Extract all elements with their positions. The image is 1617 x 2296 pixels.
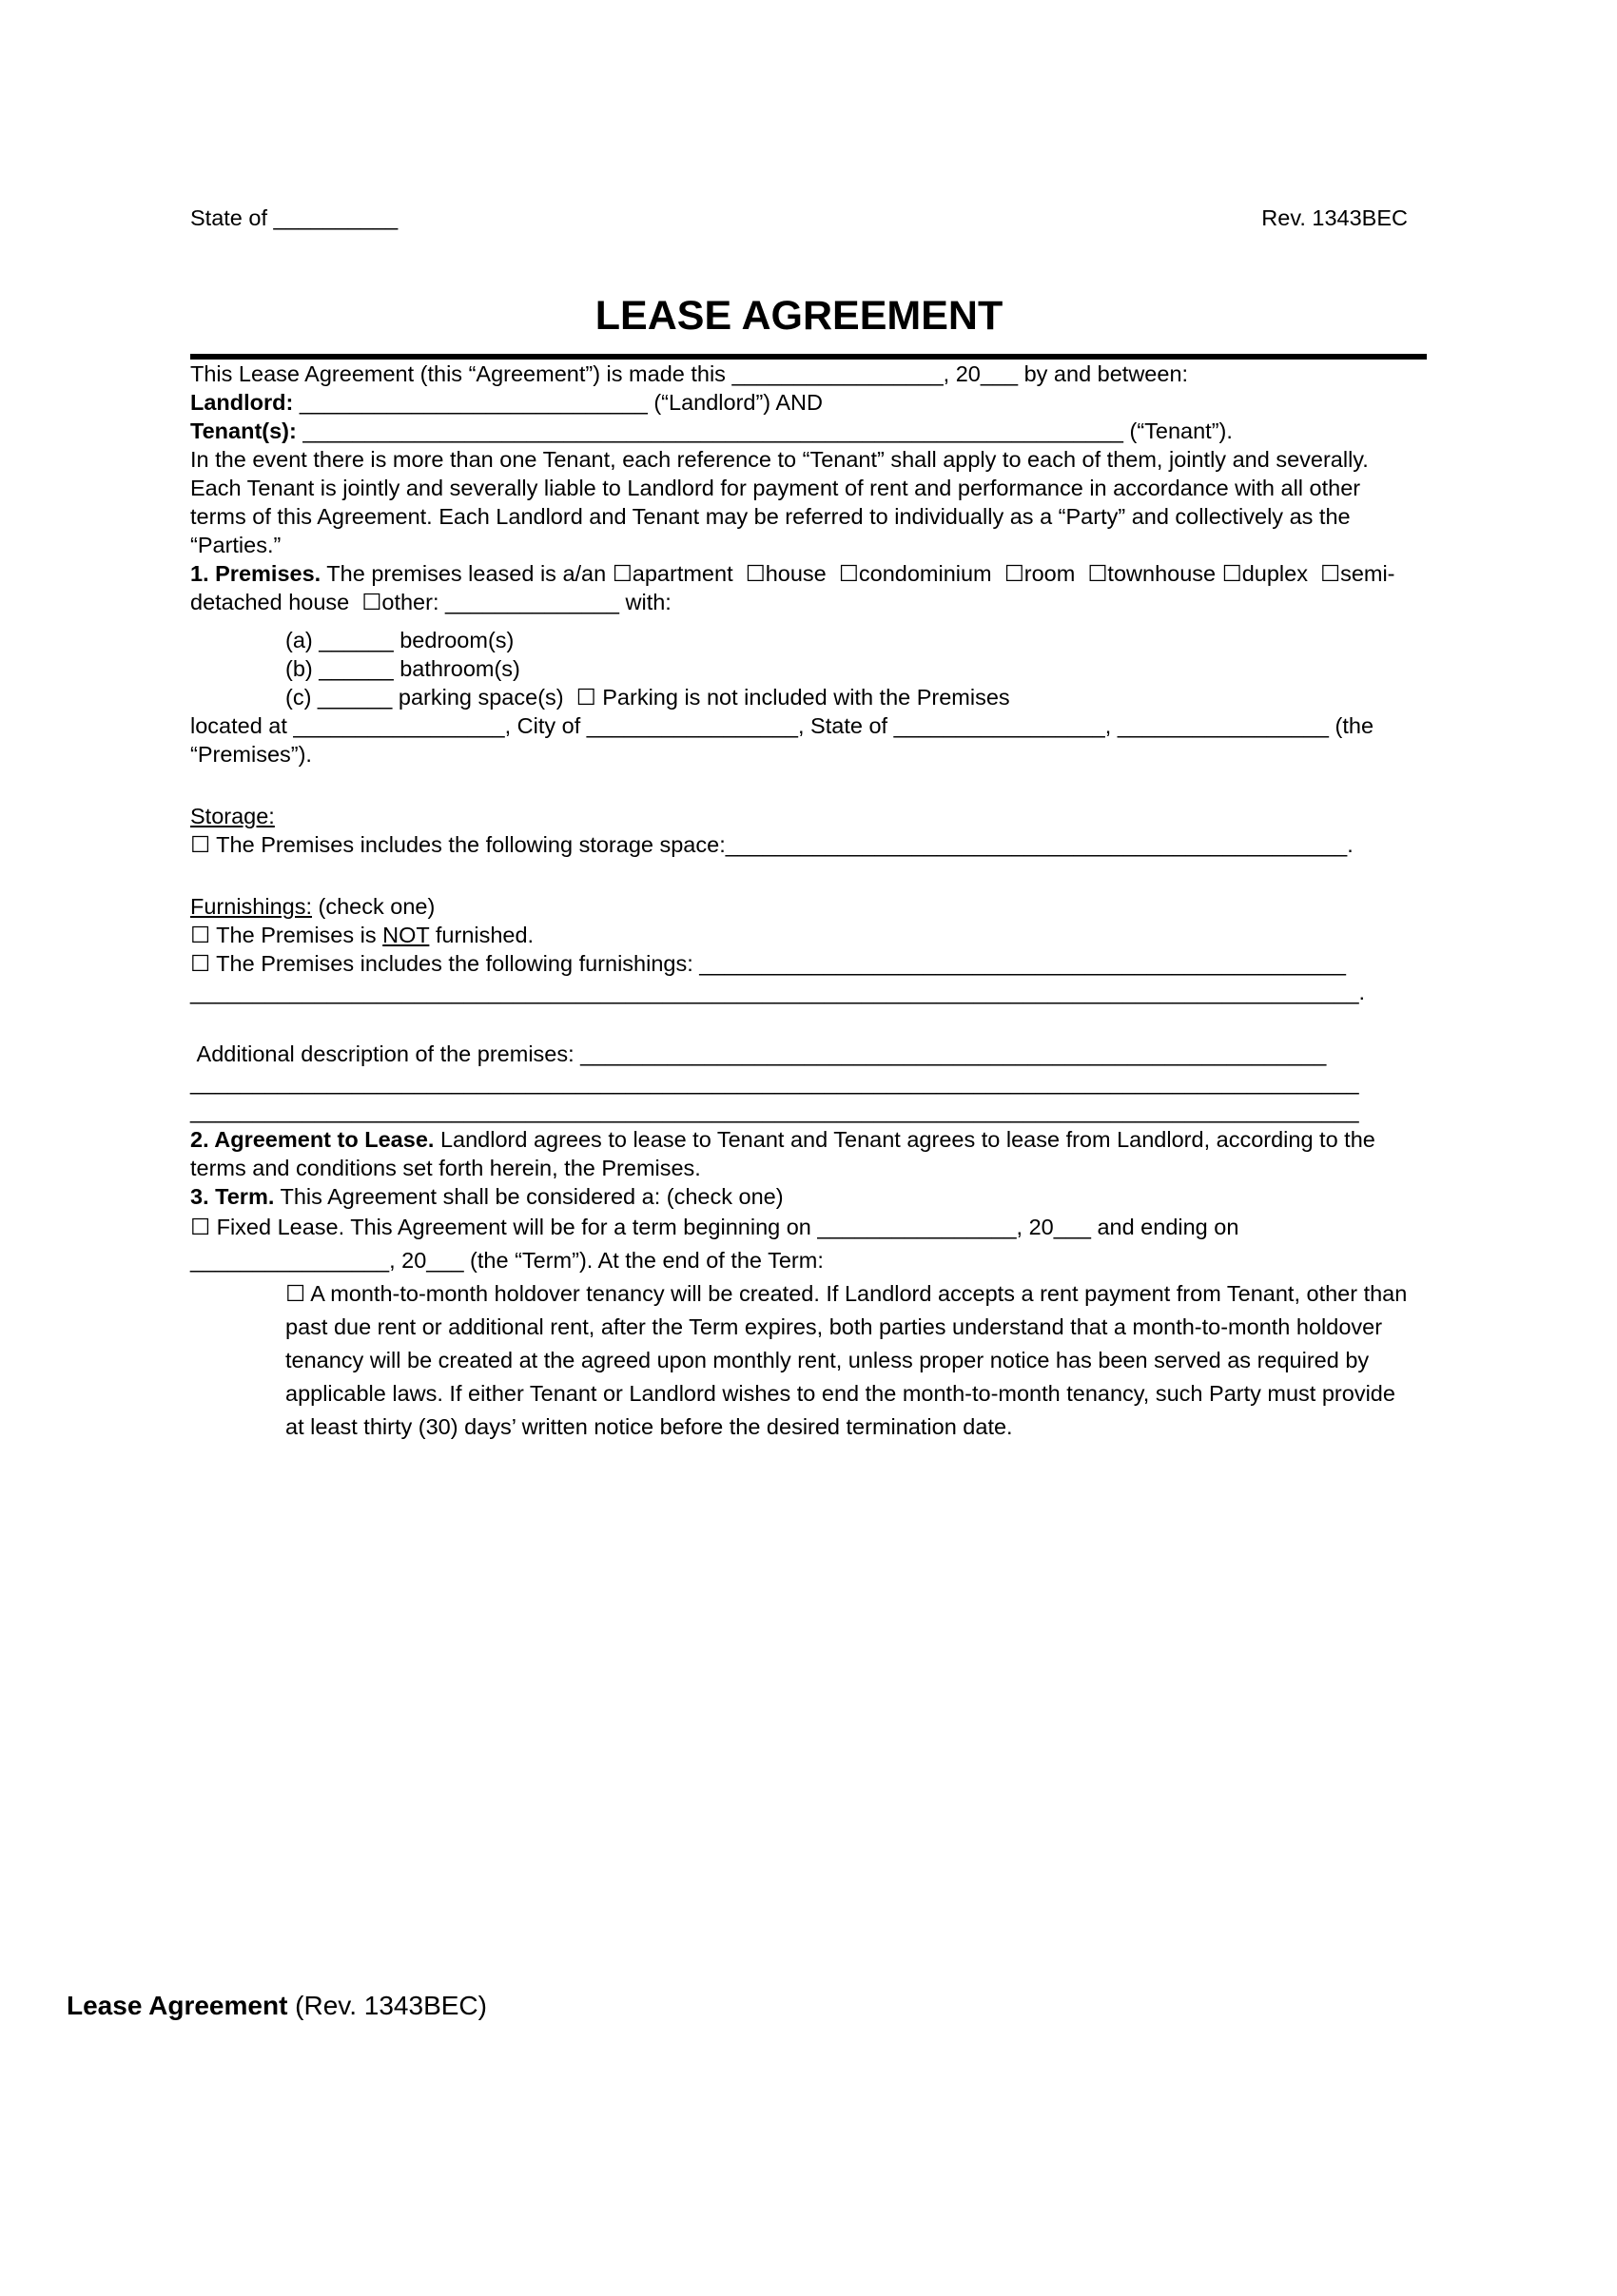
located-at-line: located at _________________, City of _________________, State of _________________, _________________ (the “Premises”). xyxy=(190,713,1380,767)
tenant-value: __________________________________________________________________ (“Tenant”). xyxy=(296,418,1233,443)
additional-description-line1: Additional description of the premises: ____________________________________________________________ xyxy=(190,1041,1327,1066)
section-1-text: The premises leased is a/an ☐apartment ☐house ☐condominium ☐room ☐townhouse ☐duplex ☐semi-detached house ☐other: ______________ with: xyxy=(190,561,1395,614)
storage-checkbox-line: ☐ The Premises includes the following storage space:__________________________________________________. xyxy=(190,832,1354,857)
furnishings-heading: Furnishings: (check one) xyxy=(190,894,436,919)
section-1-heading: 1. Premises. xyxy=(190,561,321,586)
header-revision: Rev. 1343BEC xyxy=(1261,205,1408,230)
landlord-value: ____________________________ (“Landlord”) AND xyxy=(293,390,823,415)
additional-description-block xyxy=(190,1040,1408,1125)
additional-description-line3: ______________________________________________________________________________________________ xyxy=(190,1099,1359,1123)
premises-item-a: (a) ______ bedroom(s) xyxy=(285,628,515,652)
section-3-text: This Agreement shall be considered a: (check one) xyxy=(274,1184,784,1209)
not-furnished-checkbox-line: ☐ The Premises is NOT furnished. xyxy=(190,923,535,947)
landlord-label: Landlord: xyxy=(190,390,294,415)
tenant-line xyxy=(190,417,1408,445)
premises-item-c: (c) ______ parking space(s) ☐ Parking is not included with the Premises xyxy=(285,685,1010,710)
section-2-heading: 2. Agreement to Lease. xyxy=(190,1127,435,1152)
section-2-agreement-to-lease xyxy=(190,1125,1408,1182)
premises-items xyxy=(190,626,1408,711)
header-state-of: State of __________ xyxy=(190,205,399,230)
section-3-heading: 3. Term. xyxy=(190,1184,275,1209)
furnishings-block xyxy=(190,892,1408,1006)
section-3-term xyxy=(190,1182,1408,1211)
intro-paragraph: This Lease Agreement (this “Agreement”) is made this _________________, 20___ by and between: xyxy=(190,361,1189,386)
footer-doc-title xyxy=(67,1990,487,2022)
additional-description-line2: ______________________________________________________________________________________________ xyxy=(190,1070,1359,1095)
footer-revision: (Rev. 1343BEC) xyxy=(287,1991,487,2020)
holdover-tenancy-checkbox-paragraph: ☐ A month-to-month holdover tenancy will be created. If Landlord accepts a rent payment from Tenant, other than past due rent or additional rent, after the Term expires, both parties understand that a month-to-month holdover tenancy will be created at the agreed upon monthly rent, unless proper notice has been served as required by applicable laws. If either Tenant or Landlord wishes to end the month-to-month tenancy, such Party must provide at least thirty (30) days’ written notice before the desired termination date. xyxy=(285,1281,1413,1439)
joint-liability-paragraph: In the event there is more than one Tenant, each reference to “Tenant” shall apply to each of them, jointly and severally. Each Tenant is jointly and severally liable to Landlord for payment of rent and performance in accordance with all other terms of this Agreement. Each Landlord and Tenant may be referred to individually as a “Party” and collectively as the “Parties.” xyxy=(190,447,1375,557)
section-2-text: Landlord agrees to lease to Tenant and Tenant agrees to lease from Landlord, according to the terms and conditions set forth herein, the Premises. xyxy=(190,1127,1382,1180)
furnishings-included-checkbox-line: ☐ The Premises includes the following furnishings: ____________________________________________________ xyxy=(190,951,1346,976)
storage-heading: Storage: xyxy=(190,804,275,828)
section-1-premises xyxy=(190,559,1408,616)
premises-item-b: (b) ______ bathroom(s) xyxy=(285,656,520,681)
tenant-label: Tenant(s): xyxy=(190,418,297,443)
landlord-line xyxy=(190,388,1408,417)
footer-title: Lease Agreement xyxy=(67,1991,288,2020)
fixed-lease-checkbox-paragraph: ☐ Fixed Lease. This Agreement will be for a term beginning on ________________, 20___ and ending on ________________, 20___ (the “Term”). At the end of the Term: xyxy=(190,1215,1245,1273)
document-title: LEASE AGREEMENT xyxy=(594,293,1003,339)
furnishings-continuation-line: ______________________________________________________________________________________________. xyxy=(190,980,1366,1004)
page-header xyxy=(190,204,1408,232)
storage-block xyxy=(190,802,1408,859)
not-word: NOT xyxy=(382,923,430,947)
